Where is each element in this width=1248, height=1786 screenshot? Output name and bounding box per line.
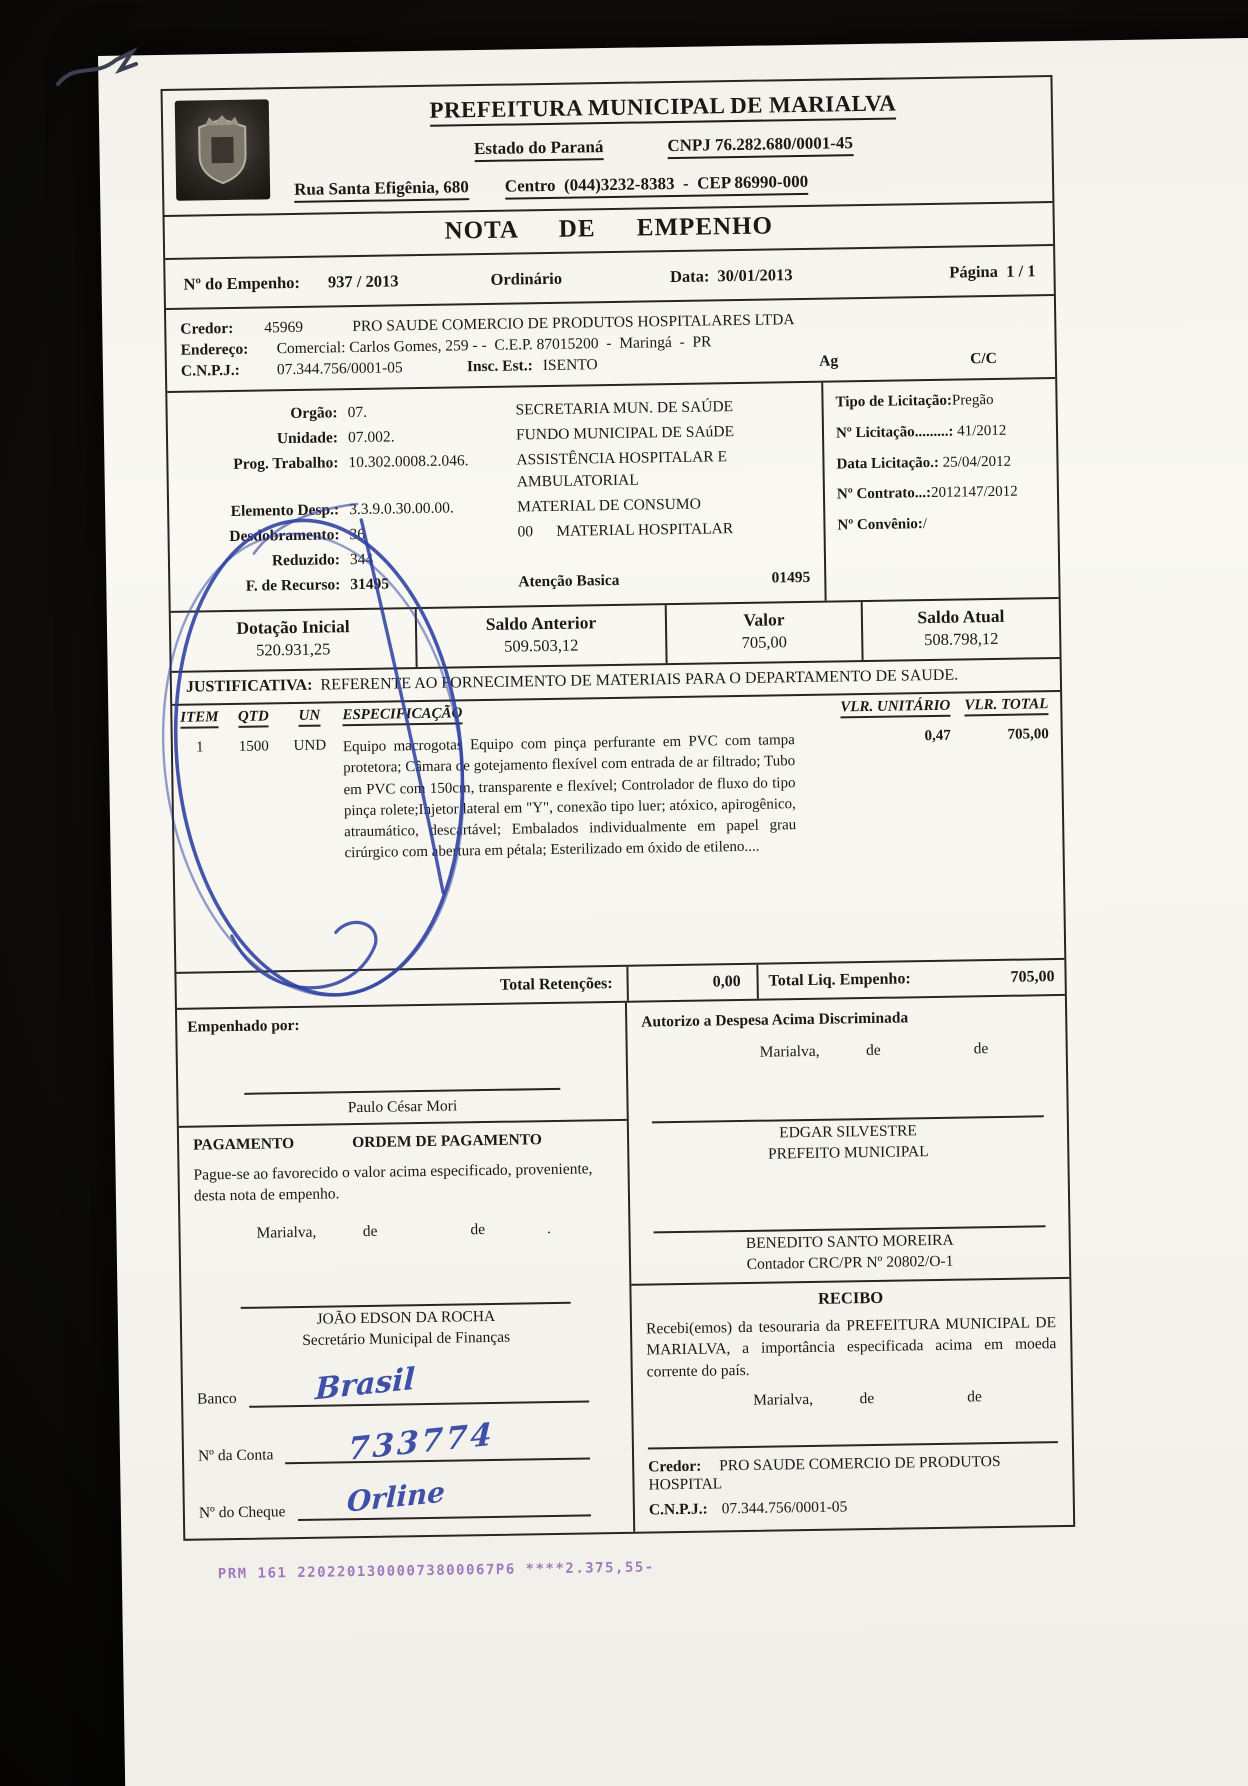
mayor-title: PREFEITO MUNICIPAL (767, 1143, 929, 1163)
signature-area (177, 996, 1073, 1539)
num-contrato-row: Nº Contrato...:2012147/2012 (836, 483, 1018, 503)
header-text (289, 87, 1039, 203)
creditor-address: Comercial: Carlos Gomes, 259 - - C.E.P. 87015200 - Maringá - PR (276, 333, 712, 358)
accountant-title: Contador CRC/PR Nº 20802/O-1 (746, 1252, 954, 1273)
reduzido-row: Reduzido: 344 (271, 550, 374, 570)
mayor-name: EDGAR SILVESTRE (779, 1122, 917, 1142)
prog-trabalho-row: Prog. Trabalho: 10.302.0008.2.046. ASSISTÊNCIA HOSPITALAR E AMBULATORIAL (233, 448, 731, 491)
empenho-date-label: Data: (669, 266, 710, 287)
finance-secretary-name: JOÃO EDSON DA ROCHA (316, 1307, 496, 1328)
item-number: 1 (195, 739, 204, 756)
receipt-text: Recebi(emos) da tesouraria da PREFEITURA MUNICIPAL DE MARIALVA, a importância especificada acima em moeda corrente do país. (645, 1314, 1057, 1381)
fonte-recurso-code2: 01495 (771, 568, 811, 587)
pen-mark-icon (28, 26, 158, 106)
bidding-info-column (821, 379, 1058, 601)
cheque-row (198, 1475, 619, 1523)
justification-label: JUSTIFICATIVA: (185, 676, 313, 696)
fonte-recurso-row: F. de Recurso: 31495 Atenção Basica 01495 (245, 568, 811, 595)
receipt-title: RECIBO (817, 1287, 884, 1308)
item-unit: UND (293, 737, 327, 755)
insc-label: Insc. Est.: (466, 357, 533, 376)
account-row (197, 1416, 618, 1468)
authorization-block (627, 996, 1069, 1284)
budget-classification-section (167, 379, 1058, 613)
empenho-number-value: 937 / 2013 (327, 271, 399, 292)
creditor-cnpj: 07.344.756/0001-05 (276, 359, 403, 379)
elemento-despesa-row: Elemento Desp.: 3.3.9.0.30.00.00. MATERIAL DE CONSUMO (230, 495, 701, 520)
net-total-value: 705,00 (1010, 968, 1055, 986)
payment-order-block (179, 1119, 633, 1539)
account-number-label: Nº da Conta (197, 1446, 274, 1465)
receipt-cnpj-row (649, 1495, 1059, 1519)
items-table-row (173, 716, 1065, 972)
receipt-block (631, 1277, 1073, 1532)
item-description: Equipo macrogotas Equipo com pinça perfurante em PVC com tampa protetora; Câmara de gotejamento flexível com entrada de ar filtrado; Tubo em PVC com 150cm, transparente e flexível; Controlador de fluxo do tipo pinça rolete;Injetor lateral em "Y", conexão tipo luer; atóxico, apirogênico, atraumático, descartável; Embalados individualmente em papel grau cirúrgico com abertura em pétala; Esterilizado em óxido de etileno.... (342, 732, 797, 862)
state-label: Estado do Paraná (474, 137, 604, 162)
nota-de-empenho-form (161, 75, 1076, 1541)
address-street: Rua Santa Efigênia, 680 (294, 177, 469, 203)
authorization-date-line: Marialva, de de (759, 1040, 989, 1061)
empenho-type: Ordinário (490, 268, 563, 289)
cheque-fill-line (298, 1514, 591, 1521)
creditor-section (166, 296, 1055, 393)
col-vlr-total: VLR. TOTAL (964, 696, 1048, 716)
cnpj-label: CNPJ 76.282.680/0001-45 (667, 133, 853, 159)
saldo-anterior-cell: Saldo Anterior 509.503,12 (417, 605, 668, 667)
receipt-creditor-label: Credor: (648, 1457, 702, 1476)
payment-label: PAGAMENTO (192, 1135, 295, 1154)
left-signature-column (177, 1003, 635, 1539)
col-un: UN (298, 708, 320, 727)
retentions-label: Total Retenções: (499, 975, 613, 994)
col-especificacao: ESPECIFICAÇÃO (342, 705, 462, 726)
cheque-number-label: Nº do Cheque (198, 1503, 286, 1522)
bank-label: Banco (196, 1389, 237, 1408)
creditor-label: Credor: (180, 319, 234, 338)
tipo-licitacao-row: Tipo de Licitação:Pregão (835, 391, 994, 411)
handwritten-account-number: 733774 (347, 1416, 496, 1468)
orgao-row: Orgão: 07. SECRETARIA MUN. DE SAÚDE (290, 398, 734, 423)
handwritten-cheque-note: Orline (346, 1475, 446, 1519)
header-line-state (289, 130, 1037, 165)
committed-by-label: Empenhado por: (187, 1016, 300, 1036)
num-convenio-row: Nº Convênio:/ (837, 516, 928, 534)
agency-label: Ag (819, 352, 839, 370)
creditor-name: PRO SAUDE COMERCIO DE PRODUTOS HOSPITALARES LTDA (352, 311, 795, 336)
account-label: C/C (970, 349, 997, 368)
saldo-atual-cell: Saldo Atual 508.798,12 (917, 605, 1005, 650)
dotacao-inicial-cell: Dotação Inicial 520.931,25 (171, 609, 418, 671)
retentions-value: 0,00 (626, 965, 757, 1001)
document-title: NOTA DE EMPENHO (165, 203, 1054, 260)
receipt-cnpj-label: C.N.P.J.: (648, 1500, 708, 1519)
data-licitacao-row: Data Licitação.: 25/04/2012 (836, 453, 1012, 472)
accountant-name: BENEDITO SANTO MOREIRA (745, 1231, 954, 1252)
num-licitacao-row: Nº Licitação.........: 41/2012 (835, 422, 1007, 442)
receipt-creditor-row (648, 1452, 1059, 1494)
desdobramento-row: Desdobramento: 36 00 MATERIAL HOSPITALAR (229, 520, 734, 545)
page-title: PREFEITURA MUNICIPAL DE MARIALVA (289, 88, 1037, 129)
empenho-date-value: 30/01/2013 (717, 265, 793, 286)
empenho-number-label: Nº do Empenho: (183, 272, 301, 294)
address-district: Centro (044)3232-8383 - CEP 86990-000 (505, 172, 809, 200)
bank-row (196, 1361, 617, 1409)
bank-fill-line (249, 1400, 589, 1407)
col-qtd: QTD (238, 708, 269, 727)
signer-name: Paulo César Mori (347, 1097, 458, 1117)
col-vlr-unitario: VLR. UNITÁRIO (840, 698, 950, 719)
signature-line (244, 1088, 560, 1095)
payment-header (193, 1130, 613, 1155)
receipt-cnpj-value: 07.344.756/0001-05 (721, 1498, 848, 1518)
creditor-code: 45969 (264, 318, 304, 337)
right-signature-column (627, 996, 1073, 1532)
payment-text: Pague-se ao favorecido o valor acima especificado, proveniente, desta nota de empenho. (193, 1160, 593, 1205)
budget-left-column (167, 383, 824, 611)
col-item: ITEM (180, 709, 219, 729)
payment-date-line: Marialva, de de . (256, 1219, 552, 1242)
dot-matrix-code: PRM 161 22022013000073800067P6 ****2.375,55- (217, 1559, 655, 1583)
finance-secretary-title: Secretário Municipal de Finanças (302, 1328, 511, 1349)
receipt-divider-line (648, 1441, 1058, 1449)
valor-cell: Valor 705,00 (667, 602, 864, 663)
unidade-row: Unidade: 07.002. FUNDO MUNICIPAL DE SAúDE (276, 423, 735, 448)
receipt-creditor-name: PRO SAUDE COMERCIO DE PRODUTOS HOSPITAL (648, 1453, 1001, 1494)
item-quantity: 1500 (238, 738, 269, 755)
document-page (98, 36, 1248, 1786)
page-number: Página 1 / 1 (949, 261, 1036, 282)
header-line-address (290, 168, 1038, 203)
justification-text: REFERENTE AO FORNECIMENTO DE MATERIAIS PARA O DEPARTAMENTO DE SAUDE. (316, 666, 959, 694)
item-total-price: 705,00 (1007, 726, 1049, 743)
municipal-coat-of-arms (175, 99, 271, 200)
authorization-label: Autorizo a Despesa Acima Discriminada (641, 1009, 909, 1031)
insc-value: ISENTO (542, 356, 598, 375)
coat-of-arms-icon (191, 113, 254, 188)
receipt-date-line: Marialva, de de (753, 1388, 982, 1409)
committed-by-block (177, 1003, 627, 1126)
creditor-address-label: Endereço: (180, 340, 249, 359)
item-unit-price: 0,47 (924, 727, 951, 745)
bank-fields (196, 1361, 619, 1523)
handwritten-bank-name: Brasil (314, 1361, 416, 1408)
net-total-label: Total Liq. Empenho: (756, 961, 971, 998)
payment-order-label: ORDEM DE PAGAMENTO (352, 1131, 542, 1152)
creditor-cnpj-label: C.N.P.J.: (180, 361, 240, 380)
document-header (163, 77, 1053, 217)
